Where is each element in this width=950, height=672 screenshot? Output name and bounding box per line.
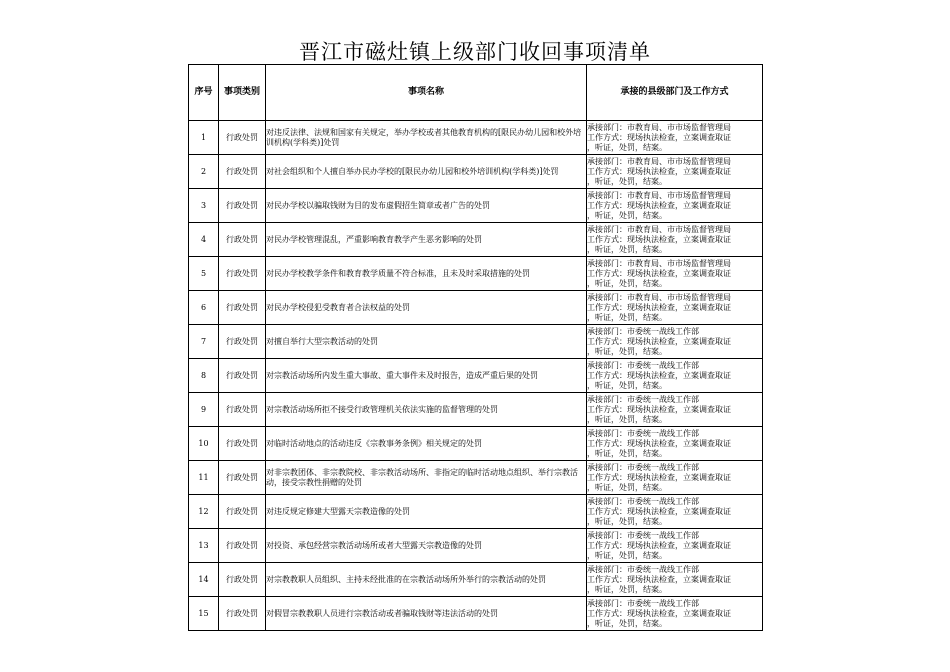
row-category: 行政处罚 bbox=[219, 155, 266, 189]
row-category: 行政处罚 bbox=[219, 495, 266, 529]
row-dept-line: ，听证，处罚，结案。 bbox=[587, 244, 667, 254]
row-index: 4 bbox=[189, 223, 219, 257]
row-dept-line: ，听证，处罚，结案。 bbox=[587, 550, 667, 560]
row-dept-line: 工作方式：现场执法检查，立案调查取证 bbox=[587, 302, 731, 312]
row-name: 对民办学校教学条件和教育教学质量不符合标准，且未及时采取措施的处罚 bbox=[266, 257, 587, 291]
table-row bbox=[189, 393, 763, 427]
row-dept-line: 工作方式：现场执法检查，立案调查取证 bbox=[587, 234, 731, 244]
row-category: 行政处罚 bbox=[219, 325, 266, 359]
row-name: 对民办学校以骗取钱财为目的发布虚假招生简章或者广告的处罚 bbox=[266, 189, 587, 223]
row-name: 对民办学校管理混乱，严重影响教育教学产生恶劣影响的处罚 bbox=[266, 223, 587, 257]
table-header-row bbox=[189, 65, 763, 121]
table-row bbox=[189, 359, 763, 393]
row-category: 行政处罚 bbox=[219, 189, 266, 223]
row-dept bbox=[587, 495, 763, 529]
row-index: 12 bbox=[189, 495, 219, 529]
row-name: 对假冒宗教教职人员进行宗教活动或者骗取钱财等违法活动的处罚 bbox=[266, 597, 587, 631]
row-dept bbox=[587, 121, 763, 155]
row-dept-line: 工作方式：现场执法检查，立案调查取证 bbox=[587, 506, 731, 516]
row-dept-line: ，听证，处罚，结案。 bbox=[587, 618, 667, 628]
row-index: 6 bbox=[189, 291, 219, 325]
row-category: 行政处罚 bbox=[219, 359, 266, 393]
table-row bbox=[189, 563, 763, 597]
row-dept-line: ，听证，处罚，结案。 bbox=[587, 142, 667, 152]
row-name: 对宗教活动场所内发生重大事故、重大事件未及时报告，造成严重后果的处罚 bbox=[266, 359, 587, 393]
row-category: 行政处罚 bbox=[219, 223, 266, 257]
row-index: 10 bbox=[189, 427, 219, 461]
row-category: 行政处罚 bbox=[219, 427, 266, 461]
row-dept-line: ，听证，处罚，结案。 bbox=[587, 414, 667, 424]
row-dept-line: 承接部门：市委统一战线工作部 bbox=[587, 598, 699, 608]
row-dept-line: 承接部门：市委统一战线工作部 bbox=[587, 360, 699, 370]
row-index: 7 bbox=[189, 325, 219, 359]
row-dept-line: 工作方式：现场执法检查，立案调查取证 bbox=[587, 200, 731, 210]
row-category: 行政处罚 bbox=[219, 461, 266, 495]
header-category: 事项类别 bbox=[219, 65, 266, 121]
row-dept-line: ，听证，处罚，结案。 bbox=[587, 312, 667, 322]
row-category: 行政处罚 bbox=[219, 393, 266, 427]
row-dept bbox=[587, 155, 763, 189]
row-dept-line: 承接部门：市教育局、市市场监督管理局 bbox=[587, 122, 731, 132]
row-dept-line: 工作方式：现场执法检查，立案调查取证 bbox=[587, 438, 731, 448]
header-dept: 承接的县级部门及工作方式 bbox=[587, 65, 763, 121]
row-category: 行政处罚 bbox=[219, 529, 266, 563]
matters-table bbox=[188, 64, 763, 631]
table-row bbox=[189, 223, 763, 257]
row-name: 对非宗教团体、非宗教院校、非宗教活动场所、非指定的临时活动地点组织、举行宗教活动，接受宗教性捐赠的处罚 bbox=[266, 461, 587, 495]
table-row bbox=[189, 257, 763, 291]
row-dept bbox=[587, 393, 763, 427]
row-dept-line: 承接部门：市教育局、市市场监督管理局 bbox=[587, 190, 731, 200]
row-dept bbox=[587, 597, 763, 631]
table-row bbox=[189, 427, 763, 461]
row-name: 对宗教活动场所拒不接受行政管理机关依法实施的监督管理的处罚 bbox=[266, 393, 587, 427]
row-index: 8 bbox=[189, 359, 219, 393]
row-dept-line: 承接部门：市委统一战线工作部 bbox=[587, 530, 699, 540]
table-row bbox=[189, 529, 763, 563]
row-dept-line: ，听证，处罚，结案。 bbox=[587, 176, 667, 186]
table-row bbox=[189, 291, 763, 325]
row-dept-line: 承接部门：市教育局、市市场监督管理局 bbox=[587, 258, 731, 268]
row-index: 14 bbox=[189, 563, 219, 597]
row-dept-line: ，听证，处罚，结案。 bbox=[587, 516, 667, 526]
row-dept-line: 承接部门：市委统一战线工作部 bbox=[587, 564, 699, 574]
row-dept-line: ，听证，处罚，结案。 bbox=[587, 210, 667, 220]
row-dept bbox=[587, 529, 763, 563]
row-name: 对违反法律、法规和国家有关规定，举办学校或者其他教育机构的[限民办幼儿园和校外培训机构(学科类)]处罚 bbox=[266, 121, 587, 155]
table-row bbox=[189, 325, 763, 359]
row-dept-line: 承接部门：市委统一战线工作部 bbox=[587, 462, 699, 472]
row-category: 行政处罚 bbox=[219, 563, 266, 597]
row-dept-line: ，听证，处罚，结案。 bbox=[587, 448, 667, 458]
row-dept-line: 工作方式：现场执法检查，立案调查取证 bbox=[587, 608, 731, 618]
table-row bbox=[189, 495, 763, 529]
row-dept-line: ，听证，处罚，结案。 bbox=[587, 482, 667, 492]
row-name: 对擅自举行大型宗教活动的处罚 bbox=[266, 325, 587, 359]
row-dept-line: 承接部门：市教育局、市市场监督管理局 bbox=[587, 292, 731, 302]
table-row bbox=[189, 597, 763, 631]
row-dept-line: 承接部门：市委统一战线工作部 bbox=[587, 496, 699, 506]
row-index: 13 bbox=[189, 529, 219, 563]
row-name: 对民办学校侵犯受教育者合法权益的处罚 bbox=[266, 291, 587, 325]
row-dept bbox=[587, 189, 763, 223]
table-row bbox=[189, 461, 763, 495]
row-index: 2 bbox=[189, 155, 219, 189]
row-name: 对临时活动地点的活动违反《宗教事务条例》相关规定的处罚 bbox=[266, 427, 587, 461]
header-index: 序号 bbox=[189, 65, 219, 121]
row-name: 对社会组织和个人擅自举办民办学校的[限民办幼儿园和校外培训机构(学科类)]处罚 bbox=[266, 155, 587, 189]
row-dept-line: 工作方式：现场执法检查，立案调查取证 bbox=[587, 574, 731, 584]
row-dept-line: ，听证，处罚，结案。 bbox=[587, 278, 667, 288]
row-dept-line: 承接部门：市委统一战线工作部 bbox=[587, 428, 699, 438]
table-row bbox=[189, 155, 763, 189]
row-name: 对违反规定修建大型露天宗教造像的处罚 bbox=[266, 495, 587, 529]
row-index: 3 bbox=[189, 189, 219, 223]
row-dept-line: 工作方式：现场执法检查，立案调查取证 bbox=[587, 166, 731, 176]
row-dept bbox=[587, 427, 763, 461]
row-dept bbox=[587, 257, 763, 291]
row-dept bbox=[587, 461, 763, 495]
row-dept-line: ，听证，处罚，结案。 bbox=[587, 380, 667, 390]
row-dept-line: 工作方式：现场执法检查，立案调查取证 bbox=[587, 268, 731, 278]
row-dept bbox=[587, 359, 763, 393]
table-row bbox=[189, 121, 763, 155]
page-title: 晋江市磁灶镇上级部门收回事项清单 bbox=[299, 40, 651, 64]
row-name: 对投资、承包经营宗教活动场所或者大型露天宗教造像的处罚 bbox=[266, 529, 587, 563]
row-dept-line: 工作方式：现场执法检查，立案调查取证 bbox=[587, 336, 731, 346]
row-index: 5 bbox=[189, 257, 219, 291]
row-category: 行政处罚 bbox=[219, 291, 266, 325]
row-dept-line: 工作方式：现场执法检查，立案调查取证 bbox=[587, 540, 731, 550]
row-index: 1 bbox=[189, 121, 219, 155]
row-dept-line: 工作方式：现场执法检查，立案调查取证 bbox=[587, 404, 731, 414]
row-dept bbox=[587, 291, 763, 325]
row-dept bbox=[587, 223, 763, 257]
row-dept-line: ，听证，处罚，结案。 bbox=[587, 584, 667, 594]
row-dept-line: 承接部门：市教育局、市市场监督管理局 bbox=[587, 224, 731, 234]
row-category: 行政处罚 bbox=[219, 121, 266, 155]
row-index: 15 bbox=[189, 597, 219, 631]
row-dept bbox=[587, 325, 763, 359]
row-dept-line: 承接部门：市委统一战线工作部 bbox=[587, 326, 699, 336]
row-index: 11 bbox=[189, 461, 219, 495]
row-dept-line: ，听证，处罚，结案。 bbox=[587, 346, 667, 356]
row-dept-line: 工作方式：现场执法检查，立案调查取证 bbox=[587, 472, 731, 482]
row-name: 对宗教教职人员组织、主持未经批准的在宗教活动场所外举行的宗教活动的处罚 bbox=[266, 563, 587, 597]
row-dept-line: 承接部门：市教育局、市市场监督管理局 bbox=[587, 156, 731, 166]
row-category: 行政处罚 bbox=[219, 257, 266, 291]
header-name: 事项名称 bbox=[266, 65, 587, 121]
row-index: 9 bbox=[189, 393, 219, 427]
row-category: 行政处罚 bbox=[219, 597, 266, 631]
row-dept-line: 工作方式：现场执法检查，立案调查取证 bbox=[587, 132, 731, 142]
table-row bbox=[189, 189, 763, 223]
row-dept-line: 工作方式：现场执法检查，立案调查取证 bbox=[587, 370, 731, 380]
row-dept-line: 承接部门：市委统一战线工作部 bbox=[587, 394, 699, 404]
row-dept bbox=[587, 563, 763, 597]
